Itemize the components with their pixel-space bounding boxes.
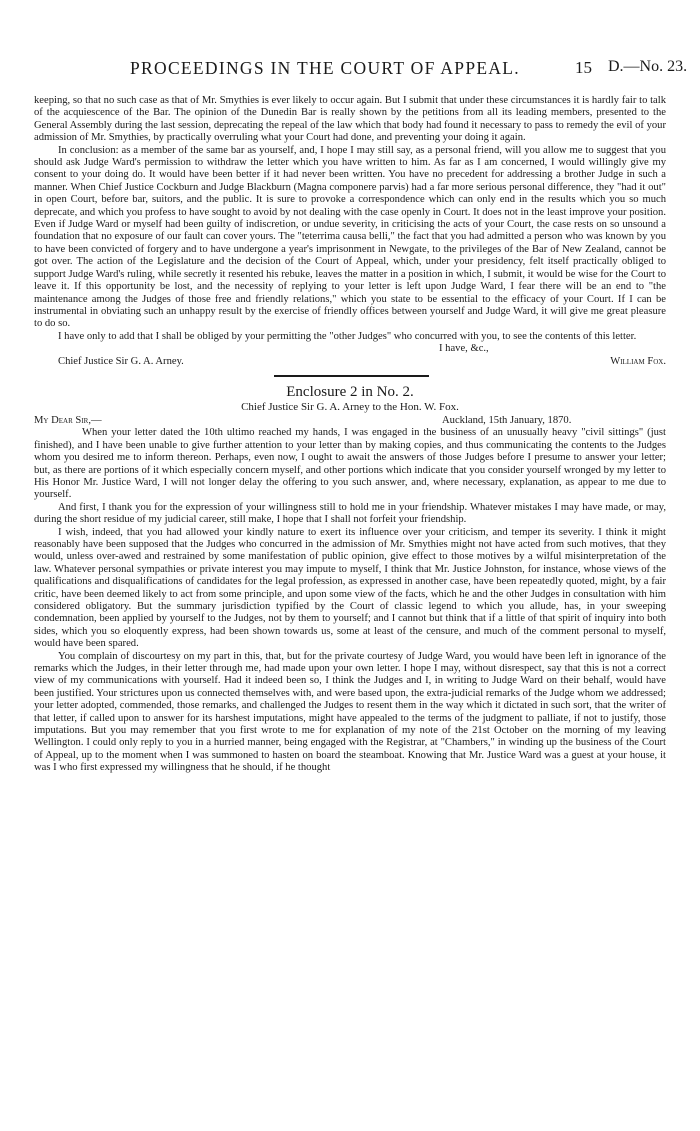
closing-line	[34, 343, 666, 355]
letter-paragraph: keeping, so that no such case as that of Mr. Smythies is ever likely to occur again. But I submit that under these circumstances it is hardly fair to talk of the acquiescence of the Bar. The opinion of the Dunedin Bar is really shown by the petitions from all its leading members, presented to the General Assembly during the last session, deprecating the repeal of the law which that body had found it necessary to pass to remedy the evil of your admission of Mr. Smythies, by practically overruling what your Court had done, and preventing your doing it again.	[34, 95, 666, 144]
page-body	[34, 95, 666, 775]
running-title: PROCEEDINGS IN THE COURT OF APPEAL.	[130, 58, 520, 78]
addressee: Chief Justice Sir G. A. Arney.	[58, 355, 184, 367]
letter-paragraph: And first, I thank you for the expression of your willingness still to hold me in your friendship. Whatever mistakes I may have made, or may, during the short residue of my judicial career, still make, I hope that I shall not forfeit your friendship.	[34, 501, 666, 526]
closing-formula: I have, &c.,	[439, 343, 489, 355]
page-number: 15	[575, 58, 592, 77]
signature-line	[34, 356, 666, 368]
letter-paragraph: In conclusion: as a member of the same bar as yourself, and, I hope I may still say, as a personal friend, will you allow me to suggest that you should ask Judge Ward's permission to withdraw the letter which you have written to him. As far as I am concerned, I would willingly give my consent to your doing do. It would have been better if it had never been written. You have no precedent for addressing a brother Judge in such a manner. When Chief Justice Cockburn and Judge Blackburn (Magna componere parvis) had a far more serious personal difference, they "had it out" in open Court, before bar, suitors, and the public. It is sure to provoke a correspondence which can only end in the results which you so much deprecate, and which you profess to have sought to avoid by not dealing with the case openly in Court. It does not in the least improve your position. Even if Judge Ward or myself had been guilty of indiscretion, or undue severity, in criticising the acts of your Court, the case rests on so unsound a foundation that no exposure of our fault can cover yours. The "teterrima causa belli," the fact that you had admitted a person who was known by you to have been convicted of forgery and to have undergone a year's imprisonment in Newgate, to the privileges of the Bar of New Zealand, cannot be got over. The action of the Legislature and the decision of the Court of Appeal, which, under your presidency, felt itself practically obliged to support Judge Ward's ruling, while secretly it resented his rebuke, leaves the matter in a position in which, I submit, it would be wise for the Court to leave it. If this opportunity be lost, and the necessity of replying to your letter is left upon Judge Ward, I fear there will be an end to "the maintenance among the Judges of those free and friendly relations," which you state to be essential to the efficacy of your Court. If I can be instrumental in obviating such an unhappy result by the exercise of friendly offices between yourself and Judge Ward, it will give me great pleasure to do so.	[34, 144, 666, 330]
document-reference: D.—No. 23.	[608, 58, 688, 75]
enclosure-subtitle: Chief Justice Sir G. A. Arney to the Hon. W. Fox.	[241, 400, 459, 413]
letter-paragraph: You complain of discourtesy on my part in this, that, but for the private courtesy of Judge Ward, you would have been left in ignorance of the remarks which the Judges, in their letter through me, had made upon your own letter. I hope I may, without disrespect, say that this is not a correct view of my communications with yourself. Had it indeed been so, I think the Judges and I, in writing to Judge Ward on their behalf, would have been justified. Your strictures upon us connected themselves with, and were based upon, the extra-judicial remarks of the Judge whom we addressed; your letter adopted, commended, those remarks, and challenged the Judges to resent them in the way which it dictated in such sort, that the writer of that letter, if called upon to answer for its harshest imputations, might have appealed to the terms of the judgment to palliate, if not to justify, those imputations. But you may remember that you first wrote to me for explanation of my note of the 21st October on the morning of my leaving Wellington. I could only reply to you in a hurried manner, being engaged with the Registrar, at "Chambers," in winding up the business of the Court of Appeal, up to the moment when I was summoned to hasten on board the steamboat. Knowing that Mr. Justice Ward was a guest at your house, it was I who first expressed my willingness that he should, if he thought	[34, 650, 666, 774]
salutation: My Dear Sir,—	[34, 414, 102, 426]
salutation-line	[34, 415, 666, 427]
section-divider	[274, 375, 429, 377]
place-date: Auckland, 15th January, 1870.	[442, 414, 572, 426]
letter-paragraph: I have only to add that I shall be obliged by your permitting the "other Judges" who concurred with you, to see the contents of this letter.	[58, 330, 637, 342]
signature: William Fox.	[610, 355, 666, 367]
letter-paragraph: When your letter dated the 10th ultimo reached my hands, I was engaged in the business of an unusually heavy "civil sittings" (just finished), and I have been unable to give further attention to your letter than by making copies, and thus communicating the contents to the Judges whom you desired me to inform thereon. Perhaps, even now, I ought to await the answers of those Judges before I presume to answer your letter; but, as there are portions of it which especially concern myself, and other portions which indicate that you consider yourself wronged by my letter to His Honor Mr. Justice Ward, I will not longer delay the offering to you such answer, and, where necessary, explanation, as appear to me due to yourself.	[34, 427, 666, 501]
letter-paragraph: I wish, indeed, that you had allowed your kindly nature to exert its influence over your criticism, and temper its severity. I think it might reasonably have been supposed that the Judges who concurred in the admission of Mr. Smythies might not have acted from such motives, that they would, unless over-awed and restrained by some manifestation of public opinion, give effect to those motives by a wilful misinterpretation of the law. Whatever personal sympathies or private interest you may impute to myself, I think that Mr. Justice Johnston, for instance, whose views of the qualifications and disqualifications of candidates for the legal profession, as expressed in another case, have been repeatedly quoted, might, by a fair critic, have been deemed likely to act from some principle, and upon some view of the facts, which he and the other Judges in consultation with him considered obligatory. But the summary jurisdiction typified by the Court of classic legend to which you allude, has, in your sweeping condemnation, been applied by yourself to the Judges, not by them to yourself; and I cannot but think that if a little of that spirit of inquiry into both sides, which you so eloquently express, had been shown towards us, some at least of the censure, and much of the comment personal to myself, would have been spared.	[34, 526, 666, 650]
enclosure-title: Enclosure 2 in No. 2.	[286, 383, 414, 400]
page-header	[0, 58, 700, 82]
